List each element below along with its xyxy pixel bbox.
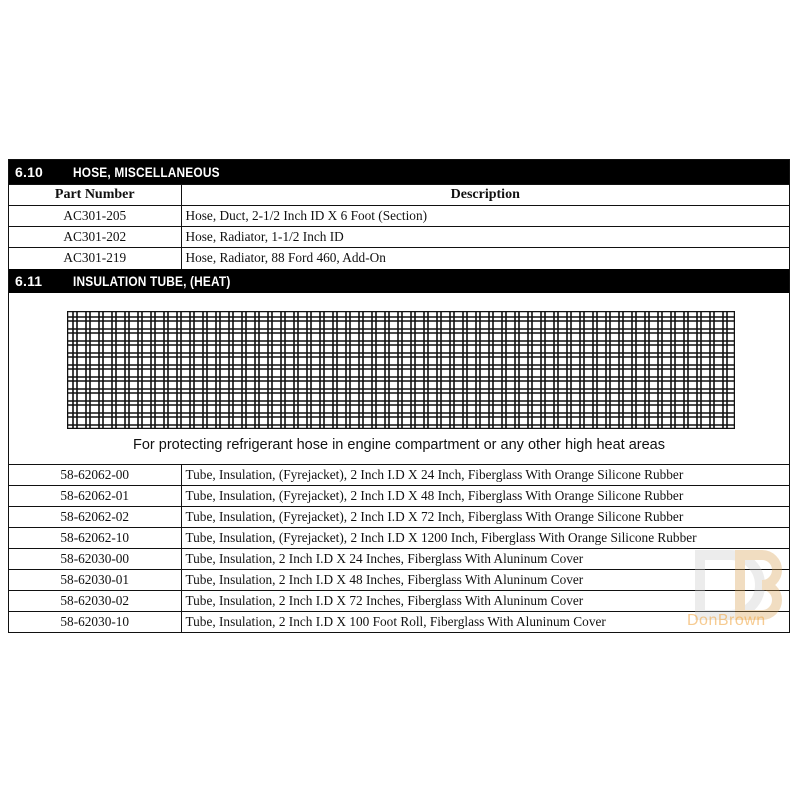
table-row [9, 485, 789, 506]
watermark-text: DonBrown [687, 612, 766, 629]
part-number: 58-62062-10 [9, 527, 181, 548]
table-row [9, 248, 789, 269]
part-description: Hose, Duct, 2-1/2 Inch ID X 6 Foot (Section) [181, 206, 789, 227]
part-number: AC301-219 [9, 248, 181, 269]
part-description: Tube, Insulation, (Fyrejacket), 2 Inch I.D X 48 Inch, Fiberglass With Orange Silicone Rubber [181, 485, 789, 506]
section-number: 6.11 [15, 272, 43, 289]
section-title: INSULATION TUBE, (HEAT) [73, 272, 231, 289]
table-row [9, 548, 789, 569]
part-description: Tube, Insulation, (Fyrejacket), 2 Inch I.D X 24 Inch, Fiberglass With Orange Silicone Rubber [181, 464, 789, 485]
table-row [9, 590, 789, 611]
figure-caption: For protecting refrigerant hose in engine compartment or any other high heat areas [133, 436, 665, 453]
table-row [9, 506, 789, 527]
part-description: Tube, Insulation, (Fyrejacket), 2 Inch I.D X 72 Inch, Fiberglass With Orange Silicone Rubber [181, 506, 789, 527]
section-header-6-10 [9, 160, 789, 184]
part-description: Tube, Insulation, 2 Inch I.D X 72 Inches, Fiberglass With Aluninum Cover [181, 590, 789, 611]
description-header: Description [181, 185, 789, 206]
part-number: 58-62062-02 [9, 506, 181, 527]
section-header-6-11 [9, 269, 789, 293]
part-description: Hose, Radiator, 1-1/2 Inch ID [181, 227, 789, 248]
table-row [9, 611, 789, 632]
part-number: 58-62030-02 [9, 590, 181, 611]
part-description: Tube, Insulation, 2 Inch I.D X 48 Inches, Fiberglass With Aluninum Cover [181, 569, 789, 590]
part-description: Tube, Insulation, (Fyrejacket), 2 Inch I.D X 1200 Inch, Fiberglass With Orange Silicone Rubber [181, 527, 789, 548]
part-number: 58-62062-01 [9, 485, 181, 506]
table-row [9, 206, 789, 227]
table-row [9, 527, 789, 548]
part-description: Hose, Radiator, 88 Ford 460, Add-On [181, 248, 789, 269]
part-number: 58-62030-00 [9, 548, 181, 569]
table-row [9, 569, 789, 590]
part-number: AC301-205 [9, 206, 181, 227]
insulation-figure [9, 293, 789, 464]
insulation-table [9, 464, 789, 633]
section-number: 6.10 [15, 164, 44, 180]
part-description: Tube, Insulation, 2 Inch I.D X 100 Foot Roll, Fiberglass With Aluninum Cover [181, 611, 789, 632]
table-row [9, 464, 789, 485]
part-number: 58-62030-10 [9, 611, 181, 632]
part-number: 58-62030-01 [9, 569, 181, 590]
part-number-header: Part Number [9, 185, 181, 206]
table-row [9, 227, 789, 248]
section-title: HOSE, MISCELLANEOUS [73, 164, 220, 180]
part-number: AC301-202 [9, 227, 181, 248]
table-header-row [9, 185, 789, 206]
hose-table [9, 184, 789, 269]
woven-mesh-image [67, 311, 735, 429]
parts-catalog [8, 159, 790, 633]
part-number: 58-62062-00 [9, 464, 181, 485]
part-description: Tube, Insulation, 2 Inch I.D X 24 Inches, Fiberglass With Aluninum Cover [181, 548, 789, 569]
